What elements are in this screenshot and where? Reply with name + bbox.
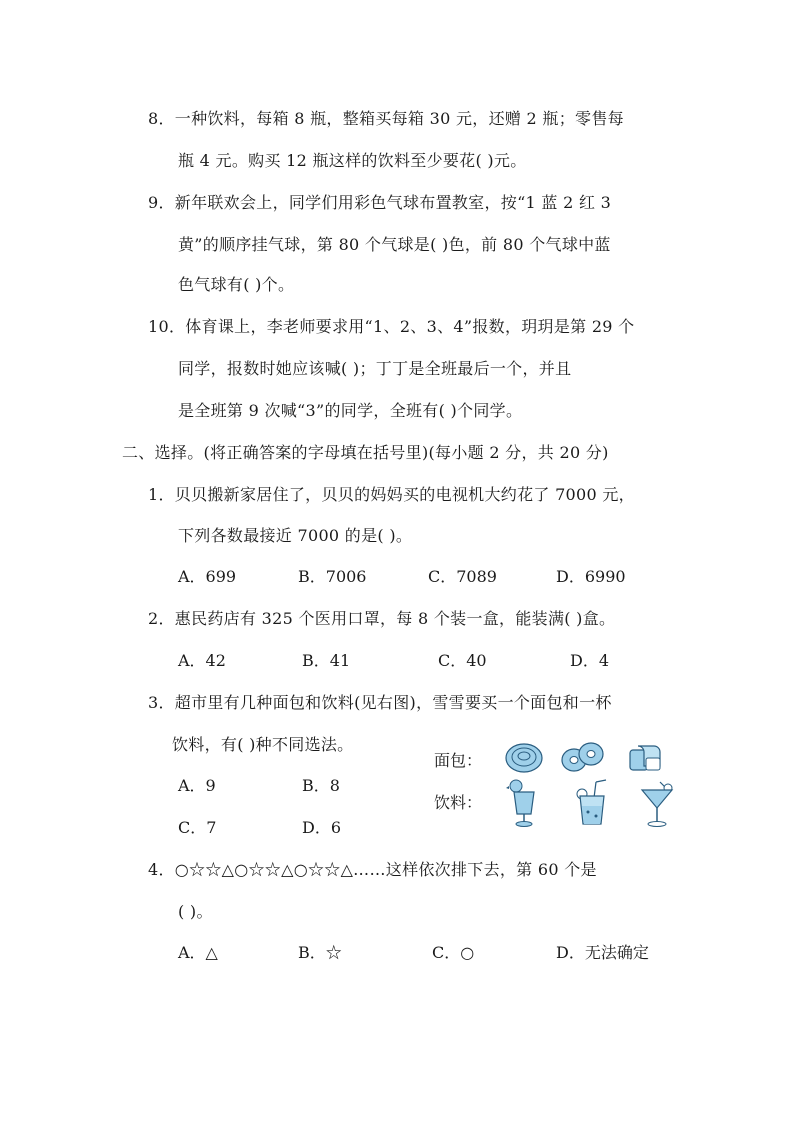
q9-line-1: 9．新年联欢会上，同学们用彩色气球布置教室，按“1 蓝 2 红 3 [148, 193, 612, 212]
c3-line-1: 3．超市里有几种面包和饮料(见右图)，雪雪要买一个面包和一杯 [148, 693, 612, 712]
q8-line-1: 8．一种饮料，每箱 8 瓶，整箱买每箱 30 元，还赠 2 瓶；零售每 [148, 109, 624, 128]
q9-line-3: 色气球有( )个。 [178, 275, 295, 294]
c4-option-a: A．△ [178, 943, 218, 962]
c2-line-1: 2．惠民药店有 325 个医用口罩，每 8 个装一盒，能装满( )盒。 [148, 609, 616, 628]
q10-line-3: 是全班第 9 次喊“3”的同学，全班有( )个同学。 [178, 401, 523, 420]
q8-line-2: 瓶 4 元。购买 12 瓶这样的饮料至少要花( )元。 [178, 151, 527, 170]
bread-loaf-icon [628, 740, 664, 774]
bread-label: 面包： [434, 751, 483, 770]
straw-glass-drink-icon [572, 778, 616, 828]
bread-drink-figure [432, 738, 692, 834]
c4-option-b: B．☆ [298, 943, 342, 962]
c3-line-2: 饮料，有( )种不同选法。 [172, 735, 354, 754]
bird-cup-drink-icon [506, 778, 542, 828]
c4-line-1: 4．○☆☆△○☆☆△○☆☆△……这样依次排下去，第 60 个是 [148, 860, 597, 879]
c4-option-d: D．无法确定 [556, 943, 649, 962]
round-bun-icon [504, 740, 544, 774]
c2-option-c: C．40 [438, 651, 487, 670]
section-heading: 二、选择。(将正确答案的字母填在括号里)(每小题 2 分，共 20 分) [122, 443, 609, 462]
c4-line-2: ( )。 [178, 902, 213, 921]
donut-icon [560, 740, 606, 774]
cocktail-glass-drink-icon [638, 778, 678, 828]
c1-option-c: C．7089 [428, 567, 497, 586]
c4-option-c: C．○ [432, 943, 475, 962]
c2-option-d: D．4 [570, 651, 610, 670]
c1-option-a: A．699 [178, 567, 237, 586]
c3-option-a: A．9 [178, 776, 216, 795]
c1-option-d: D．6990 [556, 567, 626, 586]
q10-line-2: 同学，报数时她应该喊( )；丁丁是全班最后一个，并且 [178, 359, 572, 378]
c3-option-b: B．8 [302, 776, 340, 795]
c2-option-b: B．41 [302, 651, 351, 670]
c1-option-b: B．7006 [298, 567, 367, 586]
c1-line-1: 1．贝贝搬新家居住了，贝贝的妈妈买的电视机大约花了 7000 元， [148, 485, 635, 504]
q10-line-1: 10．体育课上，李老师要求用“1、2、3、4”报数，玥玥是第 29 个 [148, 317, 635, 336]
drink-label: 饮料： [434, 793, 483, 812]
c3-option-c: C．7 [178, 818, 217, 837]
c1-line-2: 下列各数最接近 7000 的是( )。 [178, 526, 413, 545]
q9-line-2: 黄”的顺序挂气球，第 80 个气球是( )色，前 80 个气球中蓝 [178, 235, 611, 254]
c2-option-a: A．42 [178, 651, 226, 670]
c3-option-d: D．6 [302, 818, 342, 837]
